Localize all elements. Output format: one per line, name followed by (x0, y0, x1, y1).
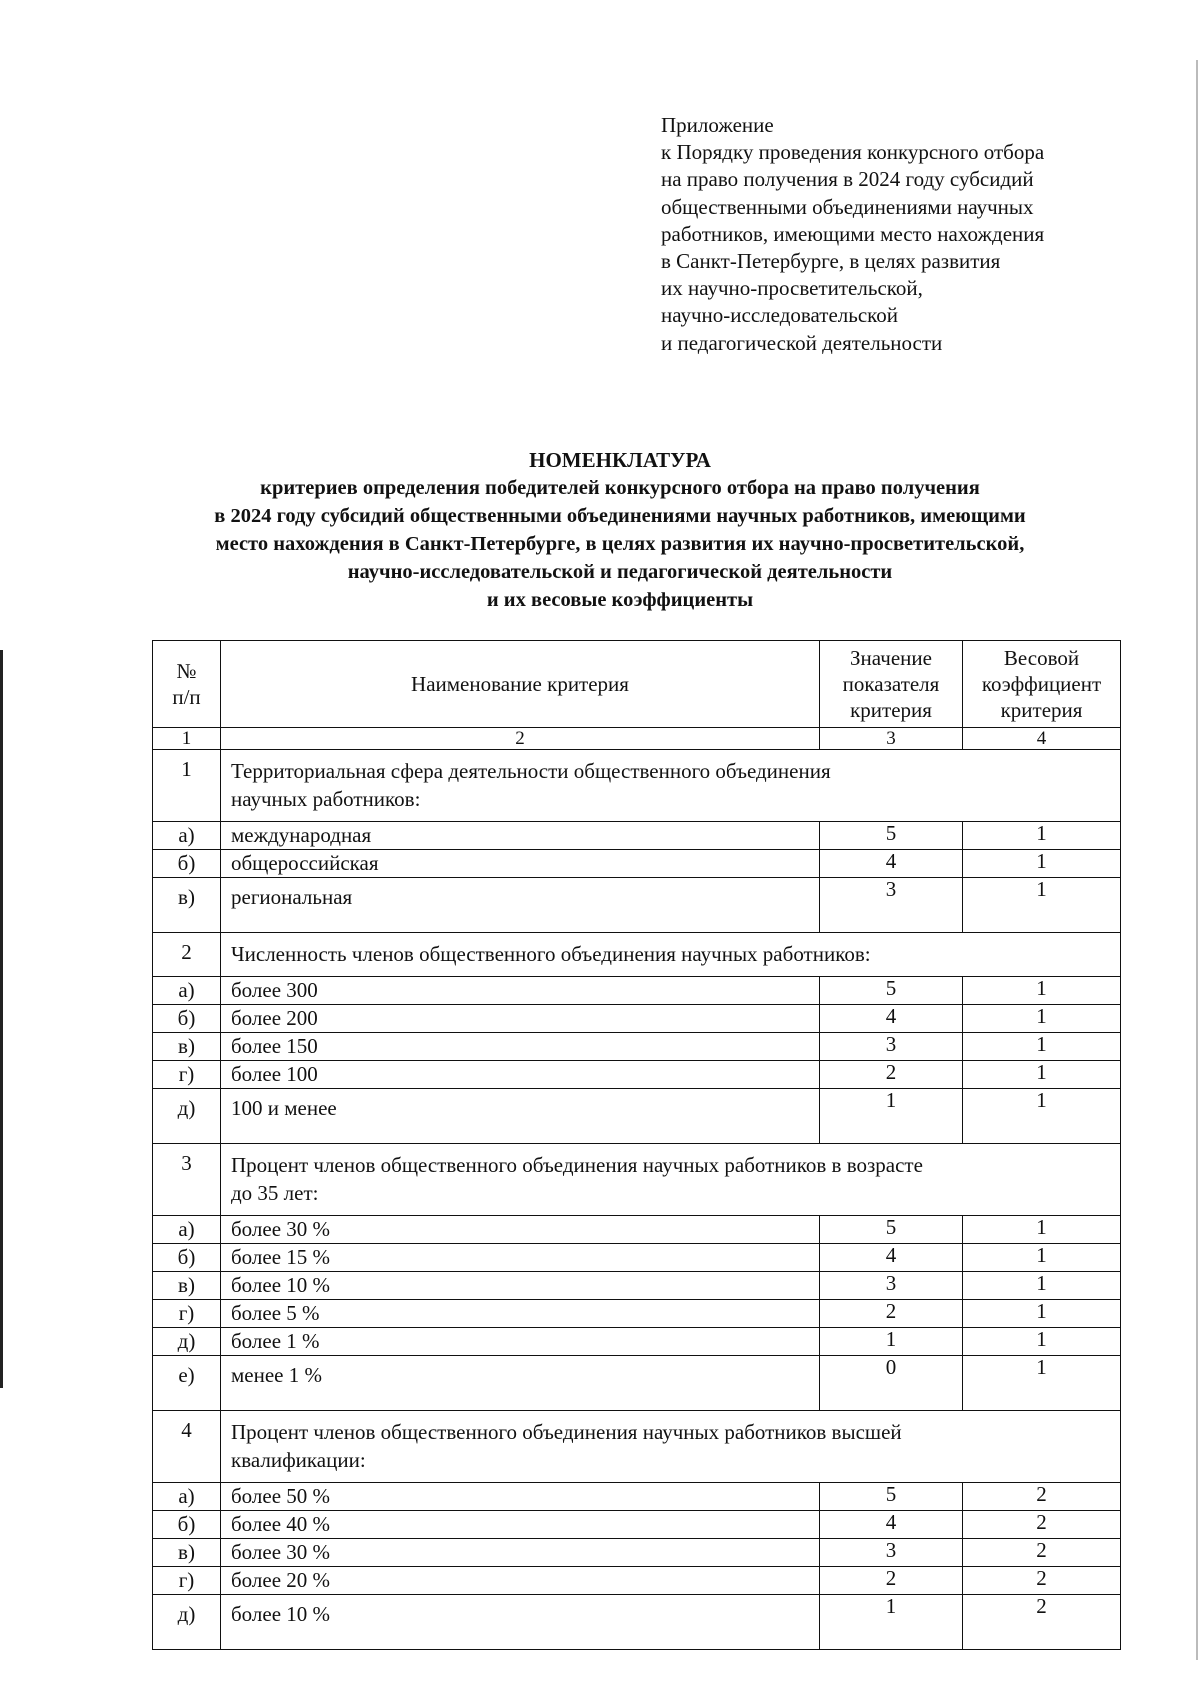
item-letter: г) (153, 1567, 221, 1595)
header-value-line: Значение (850, 646, 932, 670)
item-value: 3 (820, 1272, 963, 1300)
item-weight: 1 (963, 1244, 1121, 1272)
item-letter: в) (153, 1539, 221, 1567)
criterion-title-line: квалификации: (231, 1448, 366, 1472)
item-weight: 1 (963, 822, 1121, 850)
item-name: более 50 % (221, 1483, 820, 1511)
header-weight (963, 641, 1121, 728)
item-letter: б) (153, 1511, 221, 1539)
appendix-line: научно-исследовательской (661, 303, 899, 328)
item-name: более 20 % (221, 1567, 820, 1595)
title-line: в 2024 году субсидий общественными объединениями научных работников, имеющими (214, 505, 1026, 527)
item-value: 4 (820, 1244, 963, 1272)
item-letter: а) (153, 1483, 221, 1511)
title-line: место нахождения в Санкт-Петербурге, в целях развития их научно-просветительской, (215, 533, 1025, 555)
item-letter: в) (153, 1033, 221, 1061)
item-weight: 1 (963, 850, 1121, 878)
item-value: 1 (820, 1328, 963, 1356)
appendix-heading (661, 112, 1141, 357)
item-letter: а) (153, 1216, 221, 1244)
criterion-title-line: до 35 лет: (231, 1181, 319, 1205)
header-num-line: № (176, 659, 197, 683)
title-main: НОМЕНКЛАТУРА (529, 448, 711, 472)
item-name: более 15 % (221, 1244, 820, 1272)
criterion-title (221, 750, 1121, 822)
item-letter: б) (153, 1244, 221, 1272)
item-name: более 1 % (221, 1328, 820, 1356)
criterion-item-row (153, 1272, 1121, 1300)
item-value: 1 (820, 1089, 963, 1144)
item-letter: а) (153, 977, 221, 1005)
header-num-line: п/п (172, 685, 201, 709)
item-letter: а) (153, 822, 221, 850)
criterion-item-row (153, 1356, 1121, 1411)
criterion-title-line: Процент членов общественного объединения научных работников в возрасте (231, 1153, 923, 1177)
criterion-item-row (153, 1511, 1121, 1539)
item-value: 2 (820, 1567, 963, 1595)
header-value (820, 641, 963, 728)
item-name: более 10 % (221, 1272, 820, 1300)
item-weight: 1 (963, 1300, 1121, 1328)
item-letter: в) (153, 1272, 221, 1300)
item-weight: 1 (963, 1033, 1121, 1061)
criterion-number: 3 (153, 1144, 221, 1216)
item-value: 4 (820, 850, 963, 878)
appendix-line: на право получения в 2024 году субсидий (661, 167, 1034, 192)
criterion-item-row (153, 1567, 1121, 1595)
header-value-line: показателя (842, 672, 940, 696)
criteria-table (152, 640, 1121, 1650)
item-value: 5 (820, 1483, 963, 1511)
header-weight-line: Весовой (1003, 646, 1080, 670)
item-name: более 10 % (221, 1595, 820, 1650)
item-value: 0 (820, 1356, 963, 1411)
item-value: 1 (820, 1595, 963, 1650)
item-value: 3 (820, 1539, 963, 1567)
scan-edge-left (0, 650, 3, 1388)
item-letter: г) (153, 1300, 221, 1328)
criterion-item-row (153, 1483, 1121, 1511)
item-weight: 1 (963, 1328, 1121, 1356)
item-name: региональная (221, 878, 820, 933)
item-letter: б) (153, 850, 221, 878)
item-letter: в) (153, 878, 221, 933)
item-weight: 2 (963, 1595, 1121, 1650)
criterion-title (221, 933, 1121, 977)
item-weight: 2 (963, 1539, 1121, 1567)
item-value: 5 (820, 1216, 963, 1244)
criterion-item-row (153, 1539, 1121, 1567)
criterion-item-row (153, 1089, 1121, 1144)
criterion-item-row (153, 1061, 1121, 1089)
appendix-line: работников, имеющими место нахождения (661, 221, 1045, 246)
item-weight: 1 (963, 1061, 1121, 1089)
appendix-line: к Порядку проведения конкурсного отбора (661, 140, 1045, 165)
column-number: 2 (221, 728, 820, 750)
item-letter: г) (153, 1061, 221, 1089)
criterion-number: 4 (153, 1411, 221, 1483)
item-name: более 100 (221, 1061, 820, 1089)
item-name: более 300 (221, 977, 820, 1005)
criterion-group-row (153, 1144, 1121, 1216)
table-header-row (153, 641, 1121, 728)
criterion-title-line: Территориальная сфера деятельности общественного объединения (231, 759, 831, 783)
title-line: критериев определения победителей конкурсного отбора на право получения (260, 477, 980, 499)
criterion-item-row (153, 977, 1121, 1005)
criterion-group-row (153, 750, 1121, 822)
header-weight-line: коэффициент (981, 672, 1102, 696)
criterion-title-line: Численность членов общественного объединения научных работников: (231, 942, 871, 966)
criterion-item-row (153, 1244, 1121, 1272)
item-name: более 40 % (221, 1511, 820, 1539)
header-value-line: критерия (850, 698, 932, 722)
appendix-line: Приложение (661, 113, 774, 137)
item-weight: 1 (963, 977, 1121, 1005)
appendix-line: их научно-просветительской, (661, 276, 923, 301)
criterion-item-row (153, 850, 1121, 878)
item-weight: 1 (963, 1272, 1121, 1300)
item-value: 2 (820, 1061, 963, 1089)
criteria-table-body (153, 641, 1121, 1650)
item-weight: 1 (963, 1356, 1121, 1411)
item-name: более 150 (221, 1033, 820, 1061)
item-value: 3 (820, 1033, 963, 1061)
criterion-item-row (153, 1328, 1121, 1356)
item-name: менее 1 % (221, 1356, 820, 1411)
criterion-title-line: Процент членов общественного объединения научных работников высшей (231, 1420, 902, 1444)
criterion-item-row (153, 1005, 1121, 1033)
item-letter: д) (153, 1595, 221, 1650)
item-name: более 30 % (221, 1539, 820, 1567)
criterion-group-row (153, 933, 1121, 977)
column-number-row (153, 728, 1121, 750)
item-weight: 1 (963, 1089, 1121, 1144)
scan-edge-right (1196, 60, 1198, 1660)
title-line: и их весовые коэффициенты (486, 589, 754, 611)
criterion-title (221, 1144, 1121, 1216)
item-value: 4 (820, 1005, 963, 1033)
column-number: 3 (820, 728, 963, 750)
criterion-item-row (153, 878, 1121, 933)
item-value: 5 (820, 977, 963, 1005)
item-letter: е) (153, 1356, 221, 1411)
criterion-item-row (153, 822, 1121, 850)
document-title (130, 446, 1110, 614)
header-name: Наименование критерия (221, 641, 820, 728)
criterion-item-row (153, 1300, 1121, 1328)
title-line: научно-исследовательской и педагогической деятельности (347, 561, 893, 583)
item-name: международная (221, 822, 820, 850)
item-value: 3 (820, 878, 963, 933)
item-name: более 30 % (221, 1216, 820, 1244)
criterion-group-row (153, 1411, 1121, 1483)
item-value: 2 (820, 1300, 963, 1328)
item-weight: 2 (963, 1511, 1121, 1539)
item-letter: д) (153, 1328, 221, 1356)
header-weight-line: критерия (1000, 698, 1083, 722)
criterion-item-row (153, 1216, 1121, 1244)
criterion-title (221, 1411, 1121, 1483)
item-weight: 2 (963, 1483, 1121, 1511)
item-name: более 5 % (221, 1300, 820, 1328)
item-value: 4 (820, 1511, 963, 1539)
column-number: 4 (963, 728, 1121, 750)
item-weight: 2 (963, 1567, 1121, 1595)
item-name: более 200 (221, 1005, 820, 1033)
item-weight: 1 (963, 1216, 1121, 1244)
criterion-number: 1 (153, 750, 221, 822)
item-letter: д) (153, 1089, 221, 1144)
item-value: 5 (820, 822, 963, 850)
appendix-line: в Санкт-Петербурге, в целях развития (661, 249, 1001, 274)
column-number: 1 (153, 728, 221, 750)
criterion-title-line: научных работников: (231, 787, 421, 811)
appendix-line: общественными объединениями научных (661, 194, 1034, 219)
item-name: общероссийская (221, 850, 820, 878)
item-letter: б) (153, 1005, 221, 1033)
criterion-item-row (153, 1595, 1121, 1650)
header-num (153, 641, 221, 728)
appendix-line: и педагогической деятельности (661, 330, 943, 355)
item-weight: 1 (963, 878, 1121, 933)
item-weight: 1 (963, 1005, 1121, 1033)
criterion-item-row (153, 1033, 1121, 1061)
criterion-number: 2 (153, 933, 221, 977)
item-name: 100 и менее (221, 1089, 820, 1144)
